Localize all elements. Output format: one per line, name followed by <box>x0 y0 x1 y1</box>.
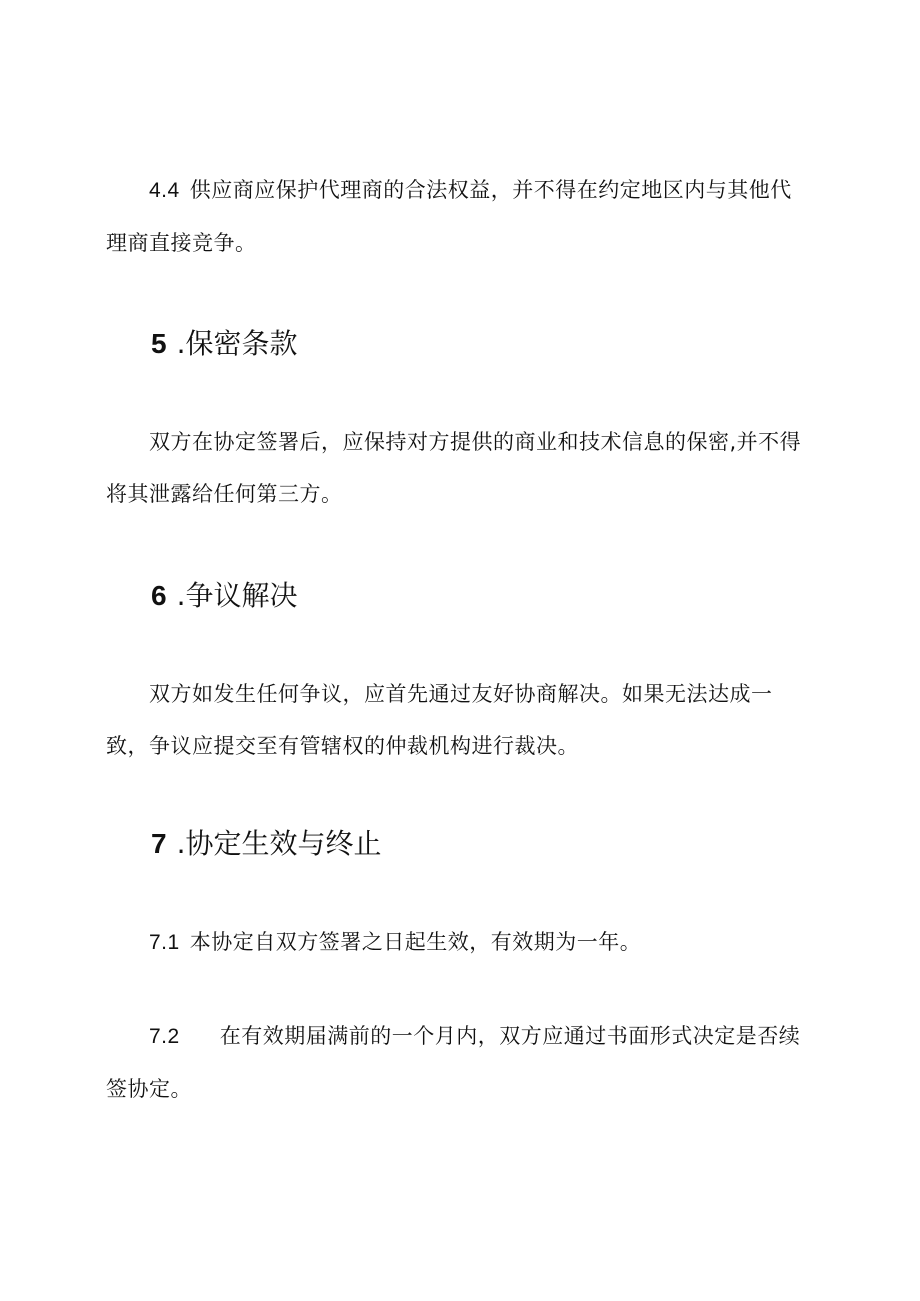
section-heading <box>106 576 806 616</box>
section-6-body <box>106 668 806 772</box>
section-title: .争议解决 <box>176 579 298 612</box>
clause-7-1 <box>106 916 806 969</box>
section-title: .保密条款 <box>176 327 298 360</box>
section-7-heading <box>106 824 806 864</box>
section-number: 6 <box>151 580 167 611</box>
section-5-paragraph: 双方在协定签署后，应保持对方提供的商业和技术信息的保密,并不得将其泄露给任何第三方。 <box>106 430 802 506</box>
section-number: 7 <box>151 828 167 859</box>
clause-7-2-paragraph <box>106 1010 806 1115</box>
clause-number: 4.4 <box>149 179 180 202</box>
clause-text: 在有效期届满前的一个月内，双方应通过书面形式决定是否续签协定。 <box>106 1024 801 1101</box>
section-heading <box>106 324 806 364</box>
clause-4-4-paragraph <box>106 164 806 269</box>
clause-text: 本协定自双方签署之日起生效，有效期为一年。 <box>189 930 642 954</box>
clause-4-4 <box>106 164 806 269</box>
section-number: 5 <box>151 328 167 359</box>
section-6-paragraph: 双方如发生任何争议，应首先通过友好协商解决。如果无法达成一致，争议应提交至有管辖权的仲裁机构进行裁决。 <box>106 682 773 758</box>
clause-number: 7.1 <box>149 931 180 954</box>
section-heading <box>106 824 806 864</box>
section-6-heading <box>106 576 806 616</box>
section-title: .协定生效与终止 <box>176 827 382 860</box>
clause-7-1-paragraph <box>106 916 806 969</box>
clause-text: 供应商应保护代理商的合法权益，并不得在约定地区内与其他代理商直接竞争。 <box>106 178 792 255</box>
section-5-heading <box>106 324 806 364</box>
clause-7-2 <box>106 1010 806 1115</box>
clause-number: 7.2 <box>149 1025 180 1048</box>
section-5-body <box>106 416 806 520</box>
